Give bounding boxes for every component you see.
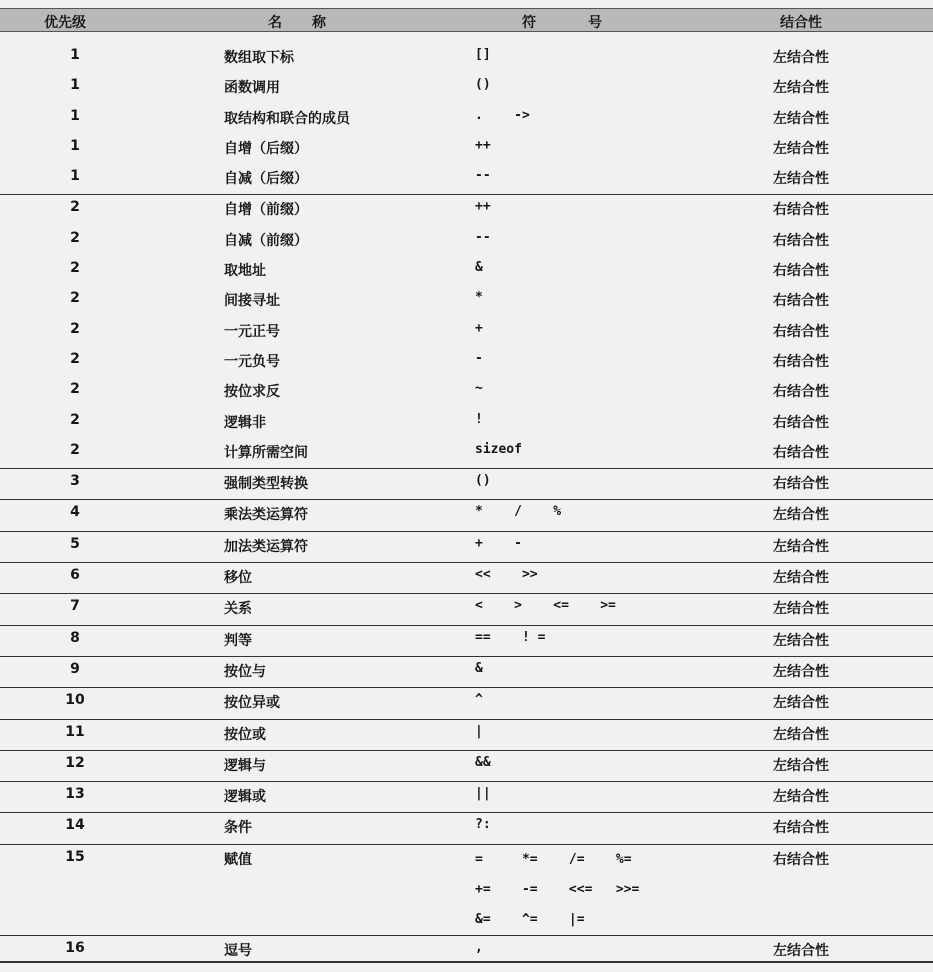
operator-name-cell: 按位异或: [224, 695, 280, 712]
associativity-cell: 右结合性: [773, 384, 829, 401]
priority-cell: 2: [70, 199, 80, 216]
associativity-cell: 右结合性: [773, 202, 829, 219]
associativity-cell: 左结合性: [773, 507, 829, 524]
operator-symbol-cell: ++: [475, 199, 491, 215]
associativity-cell: 右结合性: [773, 414, 829, 431]
priority-cell: 2: [70, 320, 80, 337]
table-row: [0, 194, 933, 225]
operator-symbol-cell: sizeof: [475, 441, 522, 457]
operator-symbol-cell: . ->: [475, 107, 530, 123]
operator-name-cell: 取地址: [224, 263, 266, 280]
table-row: [0, 164, 933, 194]
operator-symbol-cell: &: [475, 660, 483, 676]
table-header: [0, 8, 933, 32]
operator-name-cell: 移位: [224, 570, 252, 587]
operator-symbol-cell: ,: [475, 939, 483, 955]
table-row: [0, 593, 933, 624]
priority-cell: 2: [70, 350, 80, 367]
operator-name-cell: 条件: [224, 820, 252, 837]
associativity-cell: 左结合性: [773, 726, 829, 743]
operator-name-cell: 逻辑非: [224, 414, 266, 431]
associativity-cell: 右结合性: [773, 353, 829, 370]
associativity-cell: 左结合性: [773, 538, 829, 555]
table-row: [0, 347, 933, 377]
associativity-cell: 右结合性: [773, 444, 829, 461]
operator-symbol-cell: (): [475, 473, 491, 489]
table-row: [0, 408, 933, 438]
operator-name-cell: 关系: [224, 601, 252, 618]
priority-cell: 1: [70, 107, 80, 124]
table-row: [0, 719, 933, 750]
priority-cell: 3: [70, 473, 80, 490]
associativity-cell: 左结合性: [773, 80, 829, 97]
priority-cell: 9: [70, 660, 80, 677]
operator-name-cell: 按位或: [224, 726, 266, 743]
operator-symbol-cell: ~: [475, 381, 483, 397]
table-row: [0, 844, 933, 935]
associativity-cell: 左结合性: [773, 942, 829, 959]
operator-name-cell: 按位与: [224, 663, 266, 680]
operator-symbol-cell: +: [475, 320, 483, 336]
operator-symbol-cell: ?:: [475, 817, 491, 833]
operator-symbol-cell: |: [475, 723, 483, 739]
operator-name-cell: 计算所需空间: [224, 444, 308, 461]
operator-name-cell: 强制类型转换: [224, 476, 308, 493]
operator-symbol-cell: ^: [475, 692, 483, 708]
table-row: [0, 256, 933, 286]
operator-symbol-cell: < > <= >=: [475, 598, 616, 614]
priority-cell: 7: [70, 598, 80, 615]
priority-cell: 11: [65, 723, 85, 740]
associativity-cell: 右结合性: [773, 851, 829, 868]
operator-symbol-cell: --: [475, 229, 491, 245]
table-row: [0, 317, 933, 347]
associativity-cell: 右结合性: [773, 476, 829, 493]
table-row: [0, 226, 933, 256]
table-row: [0, 438, 933, 468]
table-row: [0, 104, 933, 134]
associativity-cell: 右结合性: [773, 293, 829, 310]
priority-cell: 4: [70, 504, 80, 521]
associativity-cell: 左结合性: [773, 601, 829, 618]
priority-cell: 14: [65, 817, 85, 834]
operator-symbol-cell: ++: [475, 137, 491, 153]
operator-name-cell: 取结构和联合的成员: [224, 110, 350, 127]
priority-cell: 5: [70, 535, 80, 552]
operator-symbol-cell: []: [475, 47, 491, 62]
table-row: [0, 562, 933, 593]
table-row: [0, 750, 933, 781]
associativity-cell: 左结合性: [773, 695, 829, 712]
operator-symbol-cell: !: [475, 411, 483, 427]
priority-cell: 2: [70, 229, 80, 246]
priority-cell: 2: [70, 441, 80, 458]
operator-name-cell: 一元负号: [224, 353, 280, 370]
operator-name-cell: 自减（后缀）: [224, 171, 308, 188]
header-symbol: 符号: [522, 15, 654, 31]
priority-cell: 10: [65, 692, 85, 709]
operator-symbol-cell: &: [475, 260, 483, 276]
associativity-cell: 左结合性: [773, 140, 829, 157]
priority-cell: 1: [70, 168, 80, 185]
priority-cell: 1: [70, 137, 80, 154]
operator-name-cell: 函数调用: [224, 80, 280, 97]
operator-name-cell: 数组取下标: [224, 50, 294, 66]
associativity-cell: 左结合性: [773, 789, 829, 806]
operator-name-cell: 间接寻址: [224, 293, 280, 310]
operator-name-cell: 逻辑或: [224, 789, 266, 806]
associativity-cell: 右结合性: [773, 820, 829, 837]
operator-symbol-cell: = *= /= %= += -= <<= >>= &= ^= |=: [475, 851, 640, 927]
operator-symbol-cell: == ! =: [475, 629, 546, 645]
associativity-cell: 右结合性: [773, 323, 829, 340]
priority-cell: 2: [70, 290, 80, 307]
operator-name-cell: 逻辑与: [224, 757, 266, 774]
operator-symbol-cell: + -: [475, 535, 522, 551]
header-name: 名称: [268, 15, 356, 31]
associativity-cell: 左结合性: [773, 110, 829, 127]
operator-name-cell: 自减（前缀）: [224, 232, 308, 249]
operator-symbol-cell: &&: [475, 754, 491, 770]
associativity-cell: 右结合性: [773, 263, 829, 280]
priority-cell: 12: [65, 754, 85, 771]
associativity-cell: 左结合性: [773, 632, 829, 649]
table-row: [0, 377, 933, 407]
associativity-cell: 左结合性: [773, 570, 829, 587]
associativity-cell: 右结合性: [773, 232, 829, 249]
priority-cell: 2: [70, 381, 80, 398]
priority-cell: 16: [65, 939, 85, 956]
priority-cell: 1: [70, 47, 80, 63]
priority-cell: 15: [65, 848, 85, 865]
priority-cell: 6: [70, 567, 80, 584]
table-row: [0, 531, 933, 562]
operator-name-cell: 加法类运算符: [224, 538, 308, 555]
operator-symbol-cell: *: [475, 290, 483, 306]
table-row: [0, 499, 933, 530]
table-bottom-rule: [0, 961, 933, 963]
table-row: [0, 134, 933, 164]
operator-name-cell: 一元正号: [224, 323, 280, 340]
table-row: [0, 781, 933, 812]
table-row: [0, 286, 933, 316]
priority-cell: 1: [70, 77, 80, 94]
table-row: [0, 687, 933, 718]
operator-symbol-cell: -: [475, 350, 483, 366]
priority-cell: 2: [70, 260, 80, 277]
operator-name-cell: 赋值: [224, 851, 252, 868]
operator-name-cell: 按位求反: [224, 384, 280, 401]
table-row: [0, 812, 933, 843]
associativity-cell: 左结合性: [773, 50, 829, 66]
operator-name-cell: 自增（后缀）: [224, 140, 308, 157]
associativity-cell: 左结合性: [773, 757, 829, 774]
operator-symbol-cell: --: [475, 168, 491, 184]
table-row: [0, 43, 933, 73]
table-row: [0, 73, 933, 103]
priority-cell: 13: [65, 786, 85, 803]
associativity-cell: 左结合性: [773, 171, 829, 188]
priority-cell: 2: [70, 411, 80, 428]
associativity-cell: 左结合性: [773, 663, 829, 680]
operator-symbol-cell: (): [475, 77, 491, 93]
operator-symbol-cell: ||: [475, 786, 491, 802]
operator-name-cell: 逗号: [224, 942, 252, 959]
table-row: [0, 468, 933, 499]
table-row: [0, 625, 933, 656]
operator-symbol-cell: << >>: [475, 567, 538, 583]
operator-name-cell: 自增（前缀）: [224, 202, 308, 219]
table-body: [0, 43, 933, 966]
priority-cell: 8: [70, 629, 80, 646]
operator-name-cell: 判等: [224, 632, 252, 649]
operator-name-cell: 乘法类运算符: [224, 507, 308, 524]
operator-symbol-cell: * / %: [475, 504, 562, 520]
header-associativity: 结合性: [780, 15, 822, 31]
table-row: [0, 656, 933, 687]
header-priority: 优先级: [44, 15, 86, 31]
